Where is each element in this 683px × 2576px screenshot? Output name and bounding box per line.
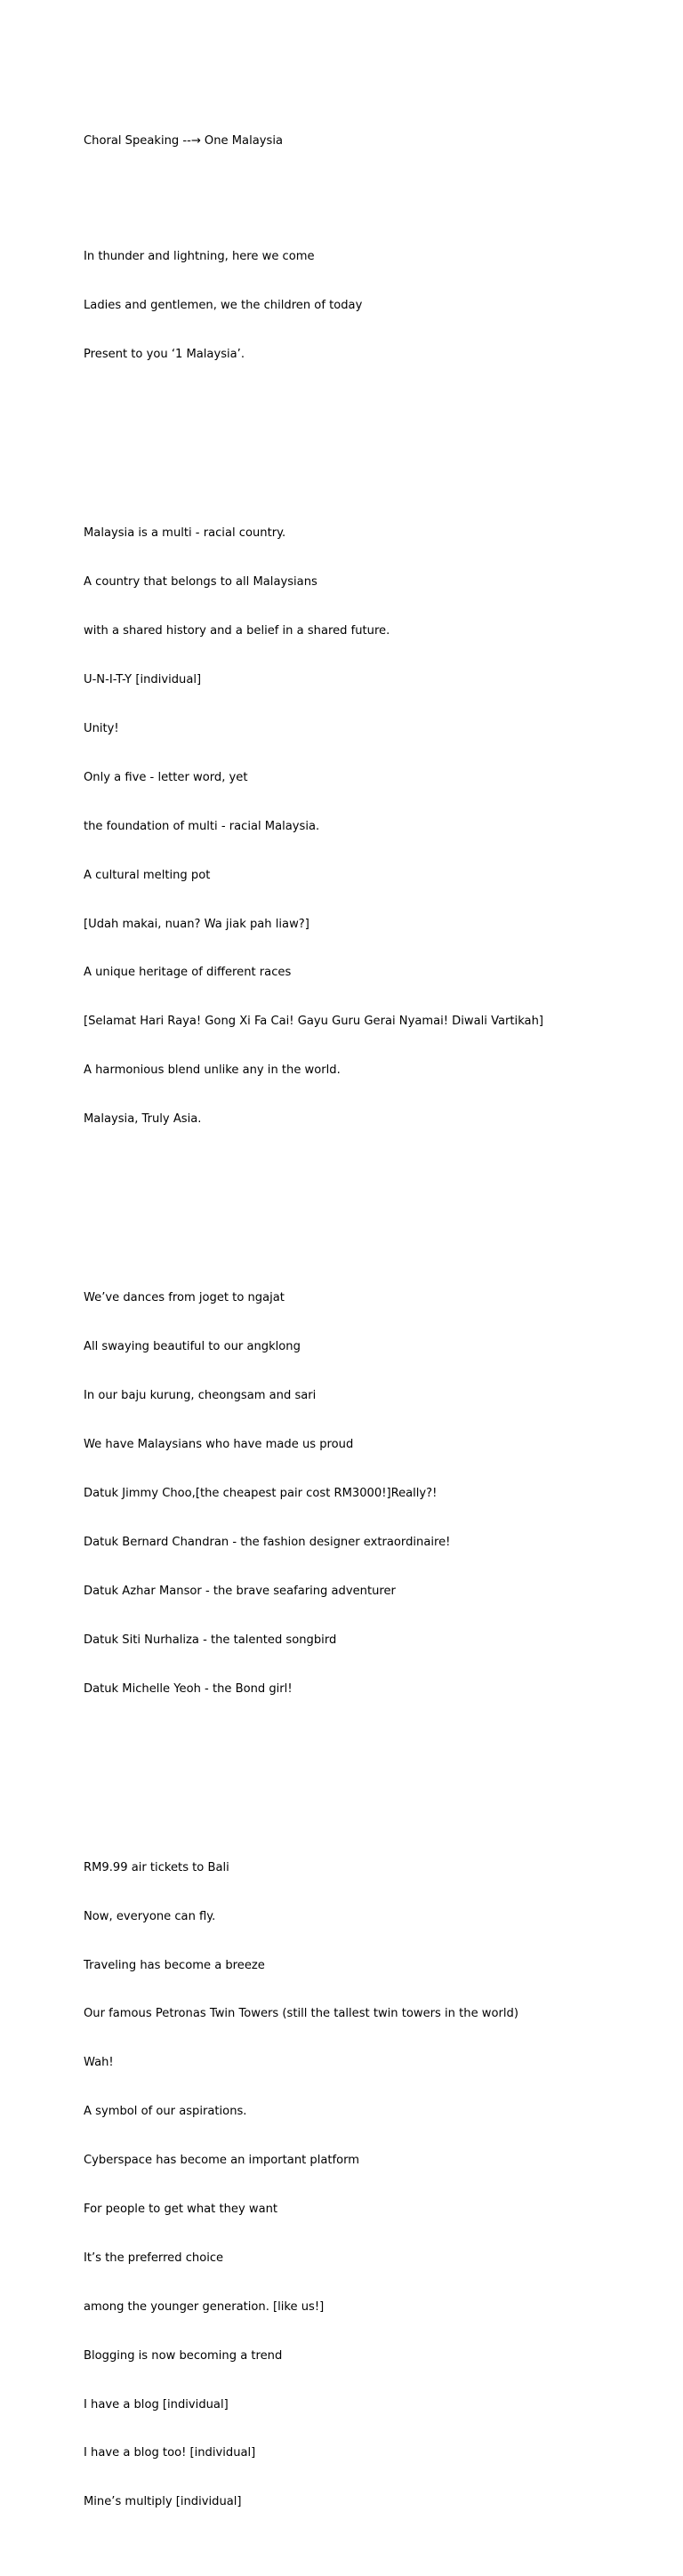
text-line: Datuk Siti Nurhaliza - the talented songbird xyxy=(84,1633,337,1647)
text-line: For people to get what they want xyxy=(84,2203,278,2216)
text-line: Malaysia is a multi - racial country. xyxy=(84,526,286,541)
text-line: I have a blog too! [individual] xyxy=(84,2446,256,2460)
text-line: with a shared history and a belief in a shared future. xyxy=(84,624,390,638)
stanza-4 xyxy=(84,1827,671,2543)
text-line: We have Malaysians who have made us proud xyxy=(84,1438,354,1452)
text-line: among the younger generation. [like us!] xyxy=(84,2299,325,2314)
text-line: It’s the preferred choice xyxy=(84,2251,224,2265)
text-line: Datuk Jimmy Choo,[the cheapest pair cost RM3000!]Really?! xyxy=(84,1486,438,1500)
text-line: the foundation of multi - racial Malaysia. xyxy=(84,819,320,833)
text-line: Present to you ‘1 Malaysia’. xyxy=(84,348,245,362)
document-title: Choral Speaking --→ One Malaysia xyxy=(84,133,283,148)
text-line: Mine’s multiply [individual] xyxy=(84,2495,242,2509)
text-line: We’ve dances from joget to ngajat xyxy=(84,1291,285,1305)
stanza-gap xyxy=(84,1762,671,1778)
text-line: A country that belongs to all Malaysians xyxy=(84,575,317,590)
stanza-2 xyxy=(84,494,671,1160)
text-line: Blogging is now becoming a trend xyxy=(84,2348,283,2363)
text-line: A cultural melting pot xyxy=(84,868,211,882)
text-line: U-N-I-T-Y [individual] xyxy=(84,673,202,687)
text-line: A harmonious blend unlike any in the world. xyxy=(84,1063,341,1078)
text-line: [Udah makai, nuan? Wa jiak pah liaw?] xyxy=(84,917,309,931)
text-line: In thunder and lightning, here we come xyxy=(84,250,315,264)
text-line: Unity! xyxy=(84,721,119,735)
text-line: Only a five - letter word, yet xyxy=(84,770,248,784)
text-line: Datuk Michelle Yeoh - the Bond girl! xyxy=(84,1681,293,1696)
text-line: I have a blog [individual] xyxy=(84,2397,229,2411)
text-line: A unique heritage of different races xyxy=(84,966,292,980)
text-line: All swaying beautiful to our angklong xyxy=(84,1340,301,1354)
text-line: Datuk Azhar Mansor - the brave seafaring adventurer xyxy=(84,1584,396,1598)
text-line: [Selamat Hari Raya! Gong Xi Fa Cai! Gayu Guru Gerai Nyamai! Diwali Vartikah] xyxy=(84,1015,543,1029)
text-line: Malaysia, Truly Asia. xyxy=(84,1112,202,1127)
stanza-gap xyxy=(84,429,671,445)
text-line: Our famous Petronas Twin Towers (still the tallest twin towers in the world) xyxy=(84,2007,518,2021)
text-line: Wah! xyxy=(84,2056,114,2070)
document-body xyxy=(84,100,671,2576)
text-line: Ladies and gentlemen, we the children of today xyxy=(84,299,363,313)
text-line: Datuk Bernard Chandran - the fashion designer extraordinaire! xyxy=(84,1535,451,1549)
text-line: In our baju kurung, cheongsam and sari xyxy=(84,1389,317,1403)
text-line: Now, everyone can fly. xyxy=(84,1909,216,1923)
text-line: Cyberspace has become an important platform xyxy=(84,2154,360,2168)
text-line: Traveling has become a breeze xyxy=(84,1958,265,1972)
text-line: A symbol of our aspirations. xyxy=(84,2105,247,2119)
stanza-3 xyxy=(84,1258,671,1730)
text-line: RM9.99 air tickets to Bali xyxy=(84,1860,229,1874)
stanza-1 xyxy=(84,217,671,396)
stanza-gap xyxy=(84,1193,671,1209)
